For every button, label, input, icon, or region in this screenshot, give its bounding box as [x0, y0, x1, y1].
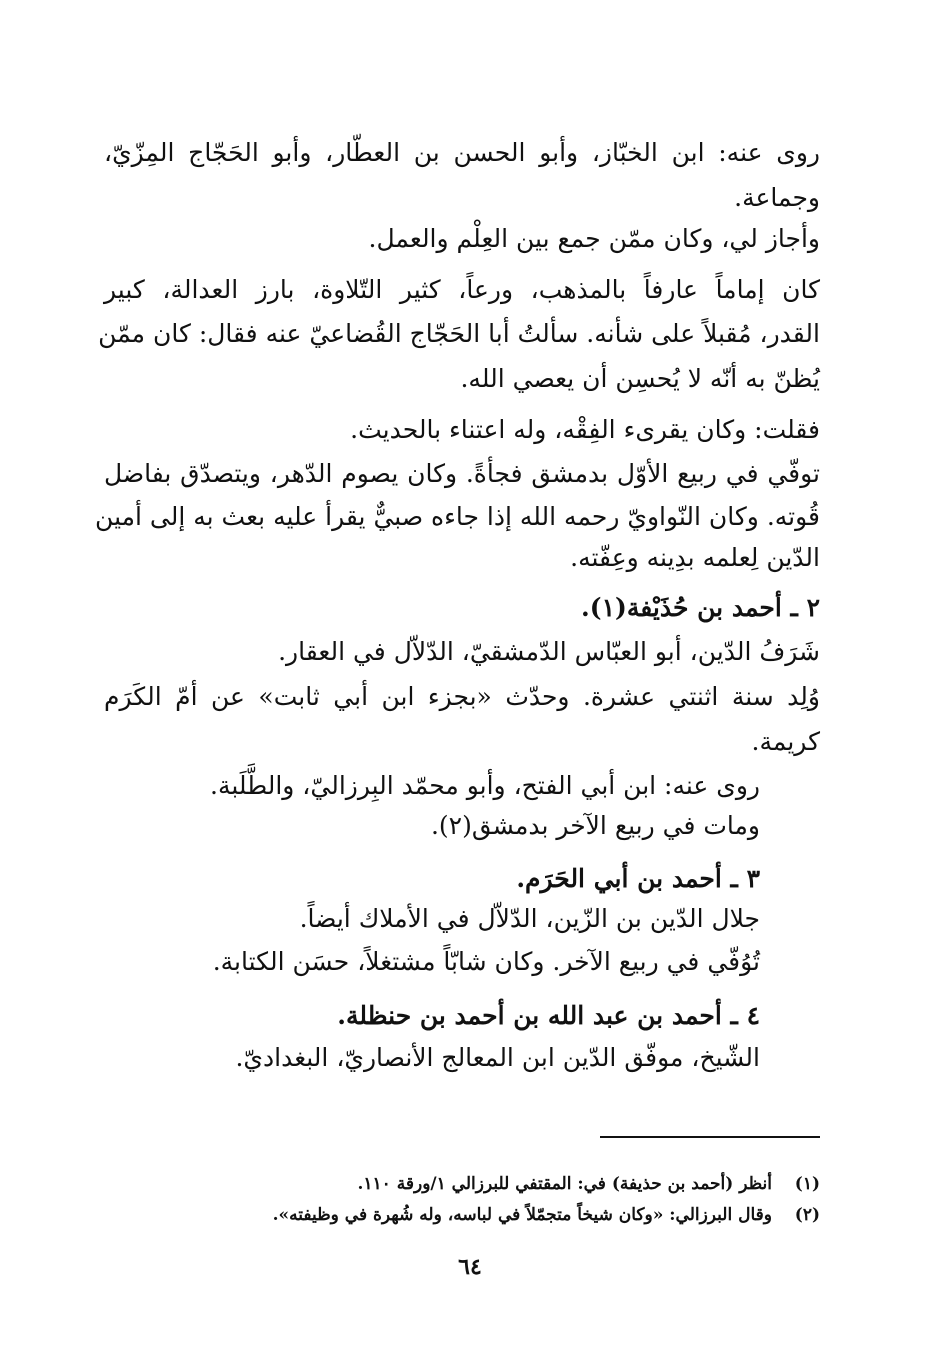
text-line: كريمة.: [751, 727, 820, 756]
text-line: تُوُفّي في ربيع الآخر. وكان شابّاً مشتغلاً، حسَن الكتابة.: [212, 947, 760, 976]
text-line: القدر، مُقبلاً على شأنه. سألتُ أبا الحَجّاج القُضاعيّ عنه فقال: كان ممّن: [98, 319, 820, 348]
text-line: كان إماماً عارفاً بالمذهب، ورعاً، كثير التّلاوة، بارز العدالة، كبير: [104, 275, 820, 304]
text-line: يُظنّ به أنّه لا يُحسِن أن يعصي الله.: [460, 364, 820, 393]
text-line: فقلت: وكان يقرىء الفِقْه، وله اعتناء بالحديث.: [350, 415, 820, 444]
text-line: شَرَفُ الدّين، أبو العبّاس الدّمشقيّ، الدّلاّل في العقار.: [278, 637, 820, 666]
footnote: [358, 1172, 821, 1196]
page-number: ٦٤: [458, 1254, 482, 1280]
footnote-number: (٢): [794, 1205, 820, 1225]
text-line: وأجاز لي، وكان ممّن جمع بين العِلْم والعمل.: [368, 224, 820, 253]
footnote: [273, 1203, 820, 1227]
text-line: روى عنه: ابن أبي الفتح، وأبو محمّد البِرزاليّ، والطَّلَبة.: [210, 771, 760, 800]
text-line: الشّيخ، موفّق الدّين ابن المعالج الأنصاريّ، البغداديّ.: [235, 1043, 760, 1072]
text-line: وجماعة.: [734, 183, 820, 212]
text-line: توفّي في ربيع الأوّل بدمشق فجأةً. وكان يصوم الدّهر، ويتصدّق بفاضل: [104, 459, 820, 488]
text-line: قُوته. وكان النّواويّ رحمه الله إذا جاءه صبيٌّ يقرأ عليه بعث به إلى أمين: [95, 502, 820, 531]
text-line: ومات في ربيع الآخر بدمشق(٢).: [430, 811, 760, 840]
text-line: روى عنه: ابن الخبّاز، وأبو الحسن بن العطّار، وأبو الحَجّاج المِزّيّ،: [104, 138, 820, 167]
entry-heading: ٤ ـ أحمد بن عبد الله بن أحمد بن حنظلة.: [337, 1001, 760, 1030]
text-line: وُلِد سنة اثنتي عشرة. وحدّث «بجزء ابن أبي ثابت» عن أمّ الكَرَم: [104, 682, 820, 711]
footnote-text: أنظر (أحمد بن حذيفة) في: المقتفي للبرزالي ١/ورقة ١١٠.: [357, 1174, 772, 1194]
footnote-divider: [600, 1136, 820, 1138]
entry-heading: ٢ ـ أحمد بن حُذَيْفة(١).: [581, 593, 820, 622]
entry-heading: ٣ ـ أحمد بن أبي الحَرَم.: [516, 864, 760, 893]
footnote-number: (١): [794, 1174, 820, 1194]
text-line: الدّين لِعلمه بدِينه وعِفّته.: [570, 543, 820, 572]
footnote-text: وقال البرزالي: «وكان شيخاً متجمّلاً في لباسه، وله شُهرة في وظيفته».: [272, 1205, 772, 1225]
text-line: جلال الدّين بن الزّين، الدّلاّل في الأملاك أيضاً.: [299, 904, 760, 933]
